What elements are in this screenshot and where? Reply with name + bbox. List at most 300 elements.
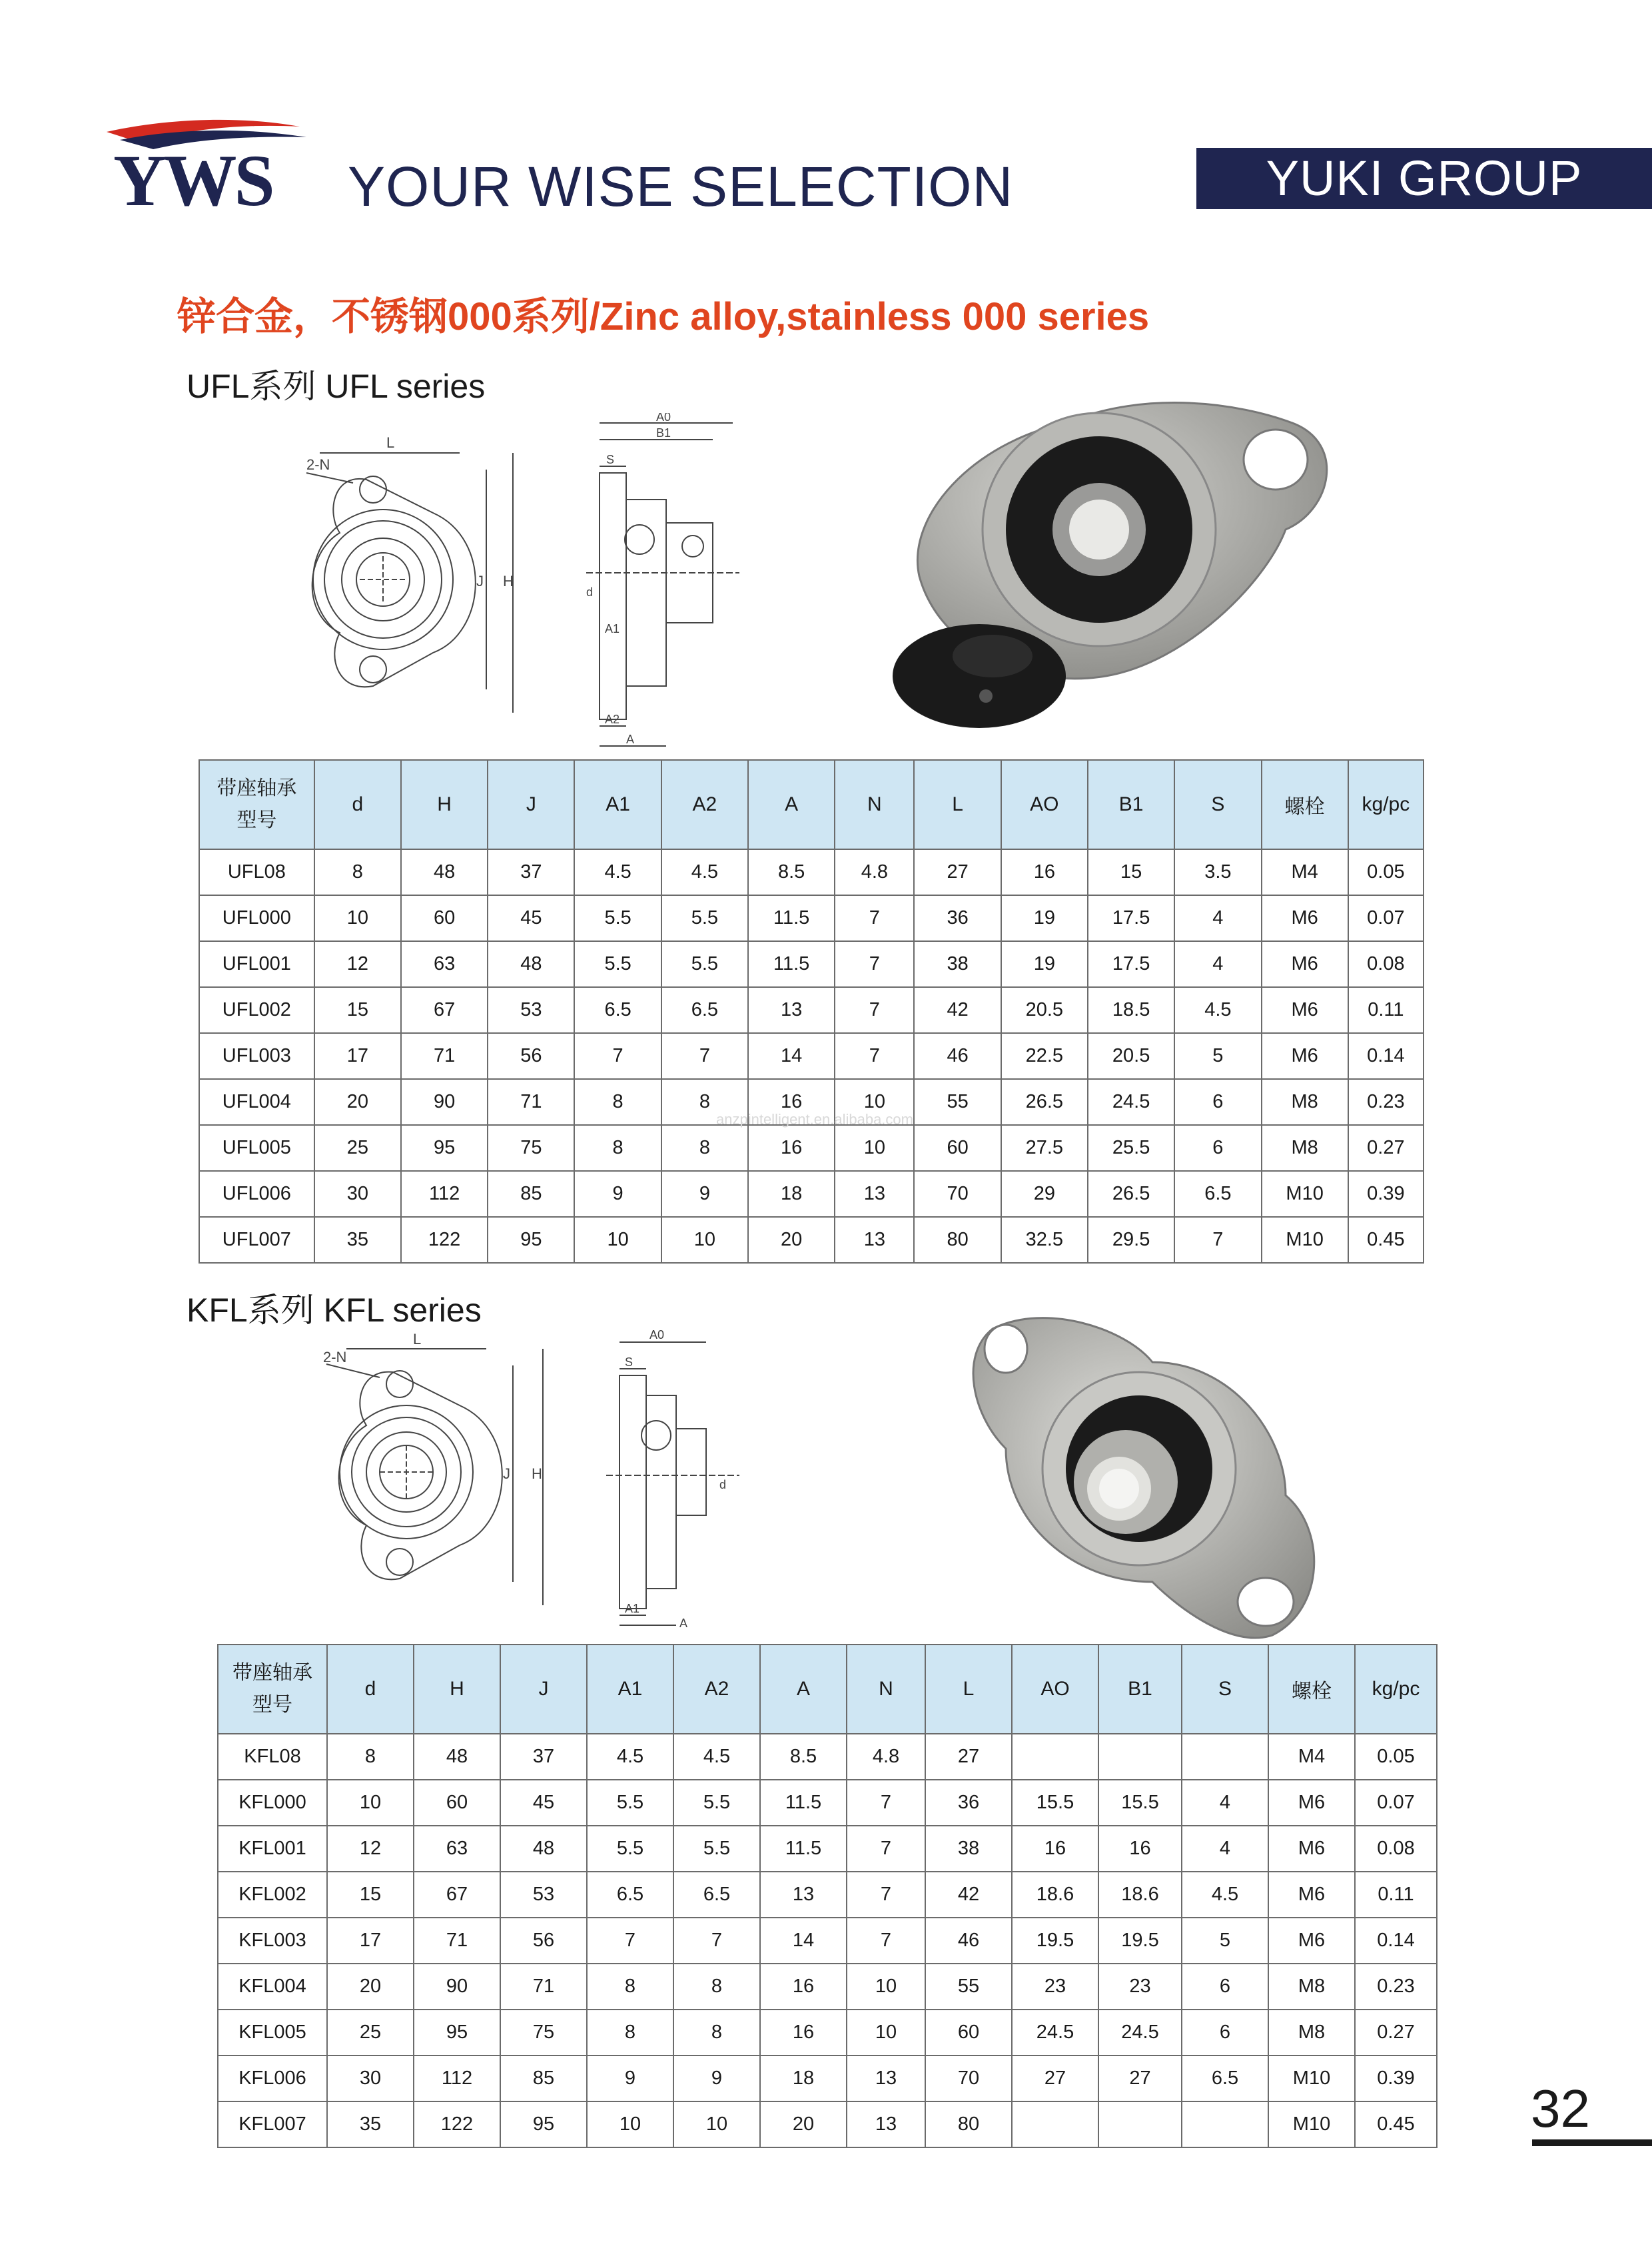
kfl-col-h: H bbox=[414, 1645, 500, 1734]
ufl-col-weight: kg/pc bbox=[1348, 760, 1424, 849]
ufl-row-ufl003 bbox=[199, 1033, 1424, 1079]
kfl-cell-model: KFL002 bbox=[218, 1872, 327, 1918]
logo-text: YWS bbox=[113, 140, 272, 213]
ufl-cell-a: 14 bbox=[748, 1033, 835, 1079]
kfl-cell-h: 60 bbox=[414, 1780, 500, 1826]
kfl-cell-n: 7 bbox=[847, 1872, 925, 1918]
ufl-cell-weight: 0.07 bbox=[1348, 895, 1424, 941]
kfl-cell-a2: 8 bbox=[673, 1964, 760, 2010]
ufl-cell-a1: 5.5 bbox=[574, 895, 661, 941]
tagline: YOUR WISE SELECTION bbox=[348, 155, 1014, 218]
kfl-cell-b1: 27 bbox=[1098, 2055, 1182, 2101]
ufl-cell-ao: 20.5 bbox=[1001, 987, 1088, 1033]
ufl-cell-h: 67 bbox=[401, 987, 488, 1033]
ufl-front-label-j: J bbox=[476, 573, 484, 589]
ufl-col-d: d bbox=[314, 760, 401, 849]
kfl-cell-a2: 5.5 bbox=[673, 1826, 760, 1872]
kfl-col-n: N bbox=[847, 1645, 925, 1734]
kfl-row-kfl007 bbox=[218, 2101, 1437, 2147]
ufl-col-a1: A1 bbox=[574, 760, 661, 849]
ufl-col-a2: A2 bbox=[661, 760, 748, 849]
kfl-cell-bolt: M4 bbox=[1268, 1734, 1355, 1780]
ufl-cell-j: 53 bbox=[488, 987, 574, 1033]
kfl-cell-a2: 6.5 bbox=[673, 1872, 760, 1918]
kfl-cell-ao: 16 bbox=[1012, 1826, 1098, 1872]
ufl-cell-s: 5 bbox=[1174, 1033, 1261, 1079]
kfl-cell-h: 95 bbox=[414, 2010, 500, 2055]
kfl-cell-d: 10 bbox=[327, 1780, 414, 1826]
kfl-row-kfl005 bbox=[218, 2010, 1437, 2055]
ufl-cell-bolt: M6 bbox=[1262, 941, 1348, 987]
ufl-cell-ao: 19 bbox=[1001, 941, 1088, 987]
kfl-cell-model: KFL003 bbox=[218, 1918, 327, 1964]
ufl-cell-model: UFL08 bbox=[199, 849, 314, 895]
ufl-col-n: N bbox=[835, 760, 914, 849]
ufl-cell-j: 48 bbox=[488, 941, 574, 987]
kfl-cell-j: 95 bbox=[500, 2101, 587, 2147]
kfl-cell-bolt: M10 bbox=[1268, 2055, 1355, 2101]
kfl-cell-a: 11.5 bbox=[760, 1826, 847, 1872]
kfl-cell-weight: 0.14 bbox=[1355, 1918, 1437, 1964]
ufl-row-ufl08 bbox=[199, 849, 1424, 895]
kfl-side-label-s: S bbox=[625, 1355, 633, 1369]
kfl-cell-b1: 24.5 bbox=[1098, 2010, 1182, 2055]
kfl-side-label-d: d bbox=[719, 1478, 727, 1491]
ufl-cell-model: UFL005 bbox=[199, 1125, 314, 1171]
ufl-cell-s: 4 bbox=[1174, 941, 1261, 987]
kfl-cell-model: KFL006 bbox=[218, 2055, 327, 2101]
kfl-cell-weight: 0.39 bbox=[1355, 2055, 1437, 2101]
kfl-cell-l: 27 bbox=[925, 1734, 1012, 1780]
ufl-cell-a1: 5.5 bbox=[574, 941, 661, 987]
ufl-cell-d: 12 bbox=[314, 941, 401, 987]
ufl-cell-l: 46 bbox=[914, 1033, 1001, 1079]
ufl-header-row bbox=[199, 760, 1424, 849]
ufl-spec-table bbox=[199, 759, 1424, 1264]
ufl-cell-a: 8.5 bbox=[748, 849, 835, 895]
kfl-col-model-line2: 型号 bbox=[252, 1694, 292, 1716]
kfl-cell-a1: 4.5 bbox=[587, 1734, 673, 1780]
ufl-cell-model: UFL006 bbox=[199, 1171, 314, 1217]
kfl-cell-l: 55 bbox=[925, 1964, 1012, 2010]
ufl-cell-bolt: M6 bbox=[1262, 895, 1348, 941]
kfl-cell-j: 56 bbox=[500, 1918, 587, 1964]
kfl-row-kfl003 bbox=[218, 1918, 1437, 1964]
ufl-cell-a2: 5.5 bbox=[661, 941, 748, 987]
ufl-row-ufl005 bbox=[199, 1125, 1424, 1171]
kfl-cell-n: 4.8 bbox=[847, 1734, 925, 1780]
ufl-row-ufl006 bbox=[199, 1171, 1424, 1217]
kfl-cell-b1: 16 bbox=[1098, 1826, 1182, 1872]
ufl-cell-h: 60 bbox=[401, 895, 488, 941]
group-name: YUKI GROUP bbox=[1266, 151, 1583, 206]
kfl-cell-h: 71 bbox=[414, 1918, 500, 1964]
ufl-cell-h: 48 bbox=[401, 849, 488, 895]
ufl-cell-s: 4 bbox=[1174, 895, 1261, 941]
kfl-cell-weight: 0.11 bbox=[1355, 1872, 1437, 1918]
kfl-cell-s bbox=[1182, 1734, 1268, 1780]
kfl-col-a1: A1 bbox=[587, 1645, 673, 1734]
ufl-bearing-photo bbox=[893, 383, 1346, 736]
ufl-cell-d: 17 bbox=[314, 1033, 401, 1079]
kfl-cell-bolt: M8 bbox=[1268, 1964, 1355, 2010]
ufl-cell-b1: 26.5 bbox=[1088, 1171, 1174, 1217]
ufl-cell-a2: 6.5 bbox=[661, 987, 748, 1033]
kfl-cell-n: 10 bbox=[847, 1964, 925, 2010]
ufl-cell-ao: 29 bbox=[1001, 1171, 1088, 1217]
ufl-col-model-line1: 带座轴承 bbox=[216, 777, 297, 799]
ufl-cell-b1: 25.5 bbox=[1088, 1125, 1174, 1171]
kfl-cell-h: 67 bbox=[414, 1872, 500, 1918]
ufl-side-label-b1: B1 bbox=[656, 426, 671, 440]
ufl-cell-d: 35 bbox=[314, 1217, 401, 1263]
kfl-cell-d: 25 bbox=[327, 2010, 414, 2055]
ufl-cell-a: 18 bbox=[748, 1171, 835, 1217]
ufl-cell-l: 42 bbox=[914, 987, 1001, 1033]
ufl-cell-weight: 0.11 bbox=[1348, 987, 1424, 1033]
ufl-cell-d: 10 bbox=[314, 895, 401, 941]
ufl-side-label-a0: A0 bbox=[656, 413, 671, 424]
kfl-cell-ao bbox=[1012, 2101, 1098, 2147]
ufl-cell-ao: 26.5 bbox=[1001, 1079, 1088, 1125]
ufl-cell-ao: 32.5 bbox=[1001, 1217, 1088, 1263]
ufl-cell-weight: 0.14 bbox=[1348, 1033, 1424, 1079]
kfl-cell-d: 20 bbox=[327, 1964, 414, 2010]
kfl-col-bolt: 螺栓 bbox=[1268, 1645, 1355, 1734]
ufl-cell-a2: 8 bbox=[661, 1125, 748, 1171]
ufl-col-l: L bbox=[914, 760, 1001, 849]
kfl-cell-b1 bbox=[1098, 1734, 1182, 1780]
kfl-cell-l: 46 bbox=[925, 1918, 1012, 1964]
ufl-cell-s: 6 bbox=[1174, 1079, 1261, 1125]
ufl-cell-ao: 16 bbox=[1001, 849, 1088, 895]
kfl-cell-weight: 0.23 bbox=[1355, 1964, 1437, 2010]
kfl-cell-b1 bbox=[1098, 2101, 1182, 2147]
kfl-col-weight: kg/pc bbox=[1355, 1645, 1437, 1734]
ufl-cell-j: 75 bbox=[488, 1125, 574, 1171]
kfl-cell-a: 11.5 bbox=[760, 1780, 847, 1826]
ufl-cell-a2: 8 bbox=[661, 1079, 748, 1125]
kfl-cell-n: 7 bbox=[847, 1826, 925, 1872]
ufl-table-body bbox=[199, 849, 1424, 1263]
kfl-cell-bolt: M8 bbox=[1268, 2010, 1355, 2055]
ufl-cell-l: 55 bbox=[914, 1079, 1001, 1125]
kfl-col-a2: A2 bbox=[673, 1645, 760, 1734]
ufl-cell-b1: 18.5 bbox=[1088, 987, 1174, 1033]
kfl-cell-h: 63 bbox=[414, 1826, 500, 1872]
kfl-cell-a1: 5.5 bbox=[587, 1780, 673, 1826]
ufl-cell-d: 8 bbox=[314, 849, 401, 895]
ufl-cell-a1: 10 bbox=[574, 1217, 661, 1263]
ufl-cell-bolt: M10 bbox=[1262, 1171, 1348, 1217]
kfl-cell-a: 18 bbox=[760, 2055, 847, 2101]
ufl-side-label-a: A bbox=[626, 733, 635, 746]
catalog-subtitle: 锌合金，不锈钢000系列/Zinc alloy,stainless 000 series bbox=[177, 295, 1150, 338]
kfl-cell-a: 16 bbox=[760, 1964, 847, 2010]
watermark: anzpintelligent.en.alibaba.com bbox=[716, 1111, 913, 1128]
kfl-cell-n: 7 bbox=[847, 1918, 925, 1964]
kfl-row-kfl006 bbox=[218, 2055, 1437, 2101]
ufl-series-title: UFL系列 UFL series bbox=[187, 368, 486, 405]
ufl-cell-a1: 8 bbox=[574, 1125, 661, 1171]
kfl-front-label-2n: 2-N bbox=[323, 1349, 347, 1365]
kfl-cell-s: 6 bbox=[1182, 1964, 1268, 2010]
ufl-cell-s: 7 bbox=[1174, 1217, 1261, 1263]
kfl-front-label-j: J bbox=[503, 1465, 510, 1482]
kfl-cell-d: 15 bbox=[327, 1872, 414, 1918]
ufl-col-model-line2: 型号 bbox=[236, 809, 277, 831]
kfl-cell-weight: 0.07 bbox=[1355, 1780, 1437, 1826]
kfl-cell-ao bbox=[1012, 1734, 1098, 1780]
ufl-cell-h: 95 bbox=[401, 1125, 488, 1171]
kfl-cell-s: 4 bbox=[1182, 1780, 1268, 1826]
kfl-side-label-a0: A0 bbox=[649, 1328, 665, 1341]
ufl-cell-n: 10 bbox=[835, 1125, 914, 1171]
kfl-cell-ao: 27 bbox=[1012, 2055, 1098, 2101]
kfl-cell-a1: 5.5 bbox=[587, 1826, 673, 1872]
ufl-cell-model: UFL000 bbox=[199, 895, 314, 941]
kfl-cell-a2: 4.5 bbox=[673, 1734, 760, 1780]
kfl-col-model-line1: 带座轴承 bbox=[232, 1662, 312, 1684]
kfl-bearing-photo bbox=[953, 1302, 1352, 1649]
ufl-cell-j: 85 bbox=[488, 1171, 574, 1217]
ufl-cell-j: 95 bbox=[488, 1217, 574, 1263]
ufl-cell-a2: 7 bbox=[661, 1033, 748, 1079]
kfl-side-label-a1: A1 bbox=[625, 1602, 640, 1615]
kfl-cell-d: 8 bbox=[327, 1734, 414, 1780]
ufl-cell-n: 7 bbox=[835, 941, 914, 987]
kfl-cell-model: KFL000 bbox=[218, 1780, 327, 1826]
kfl-cell-bolt: M10 bbox=[1268, 2101, 1355, 2147]
ufl-cell-s: 4.5 bbox=[1174, 987, 1261, 1033]
ufl-col-h: H bbox=[401, 760, 488, 849]
kfl-side-drawing bbox=[606, 1322, 746, 1629]
ufl-side-label-a1: A1 bbox=[605, 622, 620, 635]
kfl-col-j: J bbox=[500, 1645, 587, 1734]
kfl-cell-a1: 9 bbox=[587, 2055, 673, 2101]
ufl-cell-bolt: M6 bbox=[1262, 987, 1348, 1033]
ufl-cell-model: UFL007 bbox=[199, 1217, 314, 1263]
kfl-cell-b1: 18.6 bbox=[1098, 1872, 1182, 1918]
kfl-row-kfl000 bbox=[218, 1780, 1437, 1826]
ufl-cell-l: 27 bbox=[914, 849, 1001, 895]
kfl-cell-b1: 23 bbox=[1098, 1964, 1182, 2010]
kfl-cell-s: 6.5 bbox=[1182, 2055, 1268, 2101]
ufl-cell-h: 71 bbox=[401, 1033, 488, 1079]
kfl-front-label-l: L bbox=[413, 1332, 422, 1347]
ufl-cell-a: 11.5 bbox=[748, 895, 835, 941]
ufl-cell-d: 25 bbox=[314, 1125, 401, 1171]
kfl-cell-d: 12 bbox=[327, 1826, 414, 1872]
ufl-cell-a1: 6.5 bbox=[574, 987, 661, 1033]
kfl-cell-a: 20 bbox=[760, 2101, 847, 2147]
kfl-cell-ao: 24.5 bbox=[1012, 2010, 1098, 2055]
ufl-cell-a1: 7 bbox=[574, 1033, 661, 1079]
kfl-cell-h: 48 bbox=[414, 1734, 500, 1780]
kfl-cell-n: 13 bbox=[847, 2055, 925, 2101]
kfl-cell-l: 60 bbox=[925, 2010, 1012, 2055]
ufl-cell-d: 15 bbox=[314, 987, 401, 1033]
kfl-cell-a: 8.5 bbox=[760, 1734, 847, 1780]
kfl-cell-h: 90 bbox=[414, 1964, 500, 2010]
kfl-cell-d: 35 bbox=[327, 2101, 414, 2147]
kfl-cell-ao: 19.5 bbox=[1012, 1918, 1098, 1964]
kfl-cell-ao: 23 bbox=[1012, 1964, 1098, 2010]
kfl-cell-a: 14 bbox=[760, 1918, 847, 1964]
ufl-cell-h: 112 bbox=[401, 1171, 488, 1217]
ufl-front-label-h: H bbox=[503, 573, 514, 589]
kfl-cell-l: 36 bbox=[925, 1780, 1012, 1826]
ufl-cell-b1: 24.5 bbox=[1088, 1079, 1174, 1125]
ufl-front-label-l: L bbox=[386, 434, 395, 451]
kfl-cell-s bbox=[1182, 2101, 1268, 2147]
kfl-front-label-h: H bbox=[532, 1465, 542, 1482]
kfl-cell-a2: 7 bbox=[673, 1918, 760, 1964]
ufl-cell-a1: 8 bbox=[574, 1079, 661, 1125]
kfl-cell-s: 4 bbox=[1182, 1826, 1268, 1872]
kfl-cell-model: KFL001 bbox=[218, 1826, 327, 1872]
ufl-cell-a1: 4.5 bbox=[574, 849, 661, 895]
ufl-cell-ao: 22.5 bbox=[1001, 1033, 1088, 1079]
ufl-cell-weight: 0.05 bbox=[1348, 849, 1424, 895]
kfl-cell-l: 38 bbox=[925, 1826, 1012, 1872]
kfl-cell-a: 13 bbox=[760, 1872, 847, 1918]
kfl-table-body bbox=[218, 1734, 1437, 2147]
kfl-row-kfl08 bbox=[218, 1734, 1437, 1780]
ufl-cell-b1: 20.5 bbox=[1088, 1033, 1174, 1079]
ufl-cell-b1: 17.5 bbox=[1088, 895, 1174, 941]
kfl-cell-a1: 8 bbox=[587, 2010, 673, 2055]
kfl-cell-j: 53 bbox=[500, 1872, 587, 1918]
kfl-front-drawing bbox=[313, 1332, 560, 1612]
kfl-cell-model: KFL08 bbox=[218, 1734, 327, 1780]
kfl-cell-s: 4.5 bbox=[1182, 1872, 1268, 1918]
kfl-row-kfl001 bbox=[218, 1826, 1437, 1872]
ufl-cell-n: 7 bbox=[835, 987, 914, 1033]
ufl-cell-l: 60 bbox=[914, 1125, 1001, 1171]
kfl-cell-a2: 8 bbox=[673, 2010, 760, 2055]
kfl-cell-d: 30 bbox=[327, 2055, 414, 2101]
kfl-cell-weight: 0.27 bbox=[1355, 2010, 1437, 2055]
ufl-cell-s: 6.5 bbox=[1174, 1171, 1261, 1217]
kfl-cell-weight: 0.05 bbox=[1355, 1734, 1437, 1780]
kfl-cell-h: 122 bbox=[414, 2101, 500, 2147]
ufl-cell-j: 45 bbox=[488, 895, 574, 941]
ufl-cell-l: 80 bbox=[914, 1217, 1001, 1263]
ufl-cell-model: UFL004 bbox=[199, 1079, 314, 1125]
kfl-cell-ao: 18.6 bbox=[1012, 1872, 1098, 1918]
ufl-cell-ao: 19 bbox=[1001, 895, 1088, 941]
kfl-cell-a1: 10 bbox=[587, 2101, 673, 2147]
ufl-side-label-s: S bbox=[606, 453, 615, 466]
ufl-cell-weight: 0.23 bbox=[1348, 1079, 1424, 1125]
ufl-cell-s: 3.5 bbox=[1174, 849, 1261, 895]
ufl-cell-bolt: M6 bbox=[1262, 1033, 1348, 1079]
kfl-cell-j: 48 bbox=[500, 1826, 587, 1872]
ufl-cell-b1: 17.5 bbox=[1088, 941, 1174, 987]
kfl-cell-j: 75 bbox=[500, 2010, 587, 2055]
ufl-cell-bolt: M8 bbox=[1262, 1079, 1348, 1125]
ufl-front-label-2n: 2-N bbox=[306, 456, 330, 473]
kfl-cell-a2: 5.5 bbox=[673, 1780, 760, 1826]
kfl-col-d: d bbox=[327, 1645, 414, 1734]
ufl-cell-bolt: M4 bbox=[1262, 849, 1348, 895]
ufl-cell-model: UFL003 bbox=[199, 1033, 314, 1079]
kfl-cell-n: 10 bbox=[847, 2010, 925, 2055]
kfl-cell-j: 37 bbox=[500, 1734, 587, 1780]
ufl-cell-j: 37 bbox=[488, 849, 574, 895]
kfl-row-kfl002 bbox=[218, 1872, 1437, 1918]
ufl-col-bolt: 螺栓 bbox=[1262, 760, 1348, 849]
kfl-cell-weight: 0.08 bbox=[1355, 1826, 1437, 1872]
ufl-col-model bbox=[199, 760, 314, 849]
ufl-cell-h: 63 bbox=[401, 941, 488, 987]
ufl-col-j: J bbox=[488, 760, 574, 849]
kfl-cell-s: 6 bbox=[1182, 2010, 1268, 2055]
ufl-cell-bolt: M10 bbox=[1262, 1217, 1348, 1263]
kfl-cell-l: 80 bbox=[925, 2101, 1012, 2147]
ufl-cell-weight: 0.39 bbox=[1348, 1171, 1424, 1217]
kfl-cell-a1: 8 bbox=[587, 1964, 673, 2010]
kfl-cell-a: 16 bbox=[760, 2010, 847, 2055]
kfl-side-label-a: A bbox=[679, 1617, 688, 1629]
kfl-header-row bbox=[218, 1645, 1437, 1734]
kfl-col-a: A bbox=[760, 1645, 847, 1734]
ufl-cell-a2: 9 bbox=[661, 1171, 748, 1217]
ufl-cell-n: 7 bbox=[835, 1033, 914, 1079]
ufl-cell-a2: 10 bbox=[661, 1217, 748, 1263]
kfl-cell-bolt: M6 bbox=[1268, 1872, 1355, 1918]
kfl-spec-table bbox=[217, 1644, 1438, 2148]
ufl-cell-a1: 9 bbox=[574, 1171, 661, 1217]
kfl-col-l: L bbox=[925, 1645, 1012, 1734]
kfl-cell-l: 70 bbox=[925, 2055, 1012, 2101]
ufl-cell-b1: 29.5 bbox=[1088, 1217, 1174, 1263]
ufl-cell-d: 30 bbox=[314, 1171, 401, 1217]
ufl-cell-weight: 0.08 bbox=[1348, 941, 1424, 987]
group-banner bbox=[1196, 148, 1652, 209]
kfl-cell-model: KFL007 bbox=[218, 2101, 327, 2147]
ufl-cell-model: UFL001 bbox=[199, 941, 314, 987]
ufl-cell-n: 13 bbox=[835, 1217, 914, 1263]
ufl-cell-a: 16 bbox=[748, 1079, 835, 1125]
kfl-cell-s: 5 bbox=[1182, 1918, 1268, 1964]
ufl-cell-n: 7 bbox=[835, 895, 914, 941]
kfl-cell-model: KFL005 bbox=[218, 2010, 327, 2055]
ufl-cell-j: 71 bbox=[488, 1079, 574, 1125]
ufl-row-ufl001 bbox=[199, 941, 1424, 987]
ufl-cell-a: 13 bbox=[748, 987, 835, 1033]
kfl-cell-ao: 15.5 bbox=[1012, 1780, 1098, 1826]
ufl-col-a: A bbox=[748, 760, 835, 849]
ufl-cell-n: 4.8 bbox=[835, 849, 914, 895]
ufl-cell-a: 11.5 bbox=[748, 941, 835, 987]
kfl-cell-b1: 19.5 bbox=[1098, 1918, 1182, 1964]
kfl-cell-j: 71 bbox=[500, 1964, 587, 2010]
kfl-cell-model: KFL004 bbox=[218, 1964, 327, 2010]
kfl-cell-a1: 6.5 bbox=[587, 1872, 673, 1918]
ufl-cell-bolt: M8 bbox=[1262, 1125, 1348, 1171]
ufl-cell-d: 20 bbox=[314, 1079, 401, 1125]
ufl-cell-n: 10 bbox=[835, 1079, 914, 1125]
kfl-cell-h: 112 bbox=[414, 2055, 500, 2101]
kfl-cell-j: 45 bbox=[500, 1780, 587, 1826]
kfl-row-kfl004 bbox=[218, 1964, 1437, 2010]
ufl-cell-ao: 27.5 bbox=[1001, 1125, 1088, 1171]
kfl-col-model bbox=[218, 1645, 327, 1734]
kfl-cell-n: 13 bbox=[847, 2101, 925, 2147]
ufl-side-drawing bbox=[586, 413, 746, 753]
